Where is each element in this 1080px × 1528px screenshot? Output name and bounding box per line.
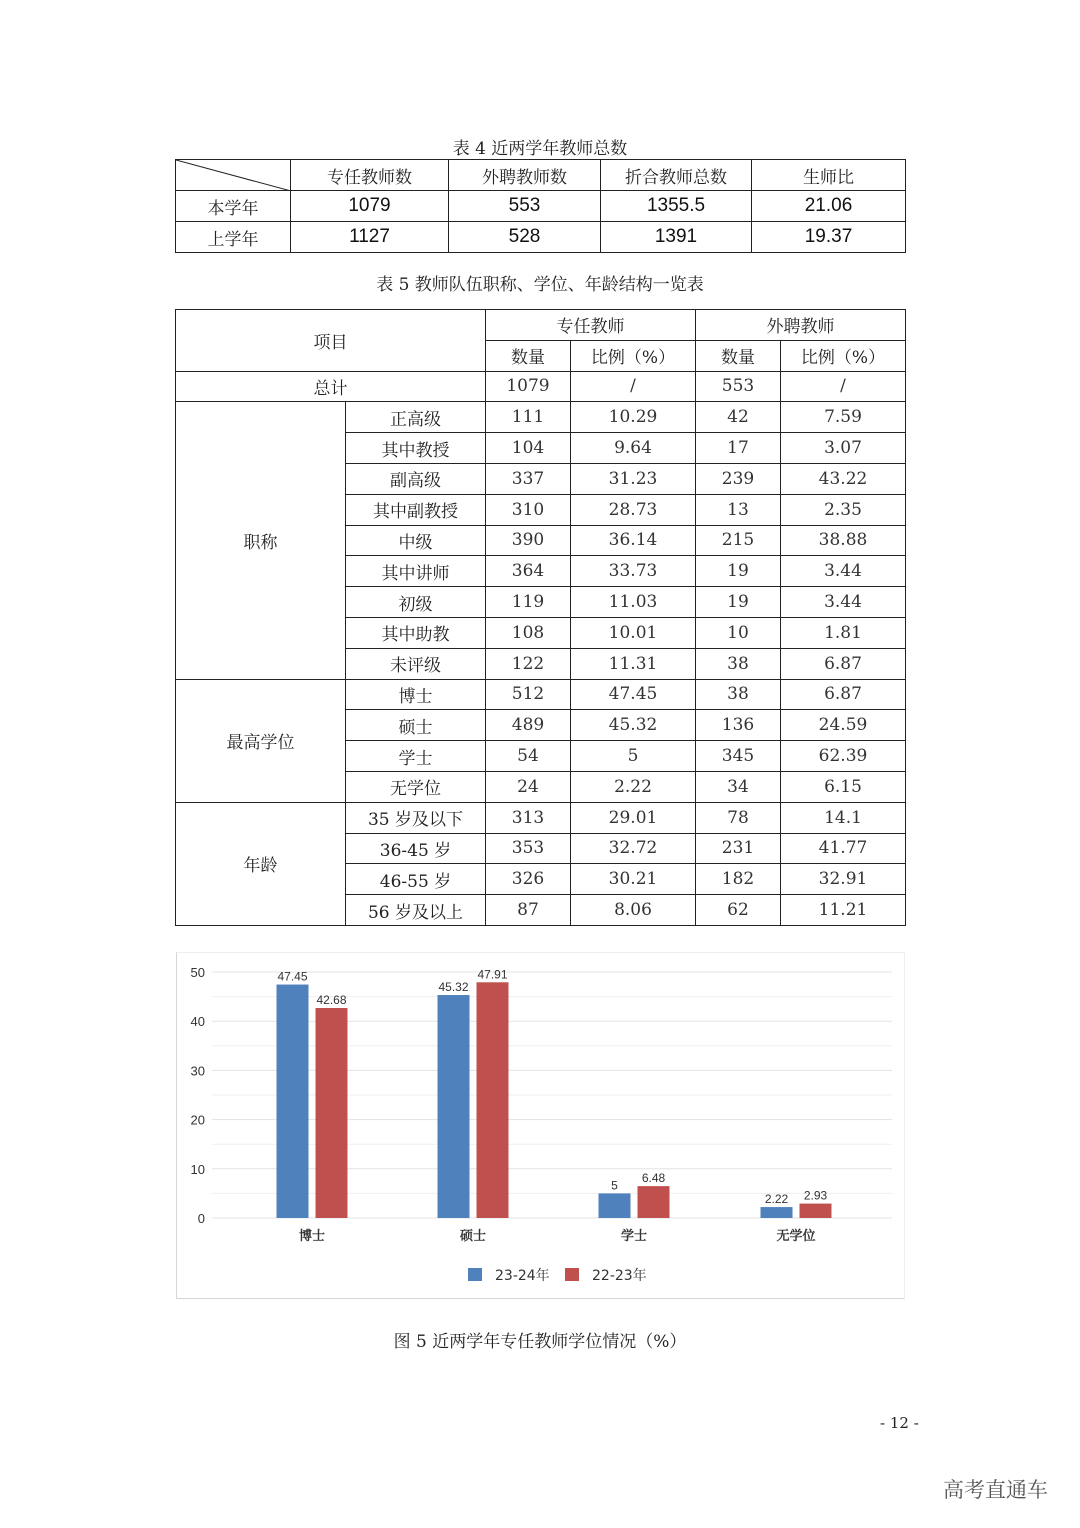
sub-header: 比例（%） — [571, 340, 696, 371]
row-label: 未评级 — [346, 648, 486, 679]
table4-caption: 表 4 近两学年教师总数 — [452, 139, 628, 159]
group-label: 最高学位 — [176, 679, 346, 802]
row-label: 硕士 — [346, 710, 486, 741]
row-label: 其中副教授 — [346, 494, 486, 525]
data-label: 47.45 — [277, 969, 308, 984]
row-label: 总计 — [176, 371, 486, 402]
cell: 1127 — [291, 222, 449, 253]
cell: 38.88 — [781, 525, 906, 556]
row-label: 正高级 — [346, 402, 486, 433]
cell: 24.59 — [781, 710, 906, 741]
row-label: 副高级 — [346, 463, 486, 494]
cell: 1355.5 — [601, 191, 752, 222]
data-label: 6.48 — [641, 1171, 666, 1186]
cell: 21.06 — [752, 191, 906, 222]
data-label: 2.93 — [803, 1188, 828, 1203]
cell: 553 — [449, 191, 601, 222]
cell: 10 — [696, 617, 781, 648]
cell: 6.15 — [781, 771, 906, 802]
cell: 13 — [696, 494, 781, 525]
cell: 54 — [486, 741, 571, 772]
cell: 553 — [696, 371, 781, 402]
y-tick-label: 50 — [190, 965, 205, 980]
y-tick-label: 20 — [190, 1112, 205, 1128]
data-label: 47.91 — [477, 967, 508, 982]
cell: 24 — [486, 771, 571, 802]
cell: 9.64 — [571, 433, 696, 464]
y-tick-label: 0 — [197, 1211, 205, 1226]
cell: 122 — [486, 648, 571, 679]
cell: 32.72 — [571, 833, 696, 864]
cell: 364 — [486, 556, 571, 587]
cell: 6.87 — [781, 648, 906, 679]
table-row — [176, 802, 906, 833]
bar-22-23 — [477, 982, 509, 1218]
cell: 19.37 — [752, 222, 906, 253]
cell: 62.39 — [781, 741, 906, 772]
cell: 34 — [696, 771, 781, 802]
cell: 28.73 — [571, 494, 696, 525]
cell: 43.22 — [781, 463, 906, 494]
diagonal-corner-cell — [176, 160, 291, 191]
row-label: 其中讲师 — [346, 556, 486, 587]
x-tick-label: 硕士 — [459, 1229, 487, 1244]
cell: 38 — [696, 648, 781, 679]
cell: 313 — [486, 802, 571, 833]
row-label: 本学年 — [176, 191, 291, 222]
cell: 36.14 — [571, 525, 696, 556]
row-label: 学士 — [346, 741, 486, 772]
cell: 78 — [696, 802, 781, 833]
bar-23-24 — [277, 985, 309, 1218]
row-label: 46-55 岁 — [346, 864, 486, 895]
cell: 29.01 — [571, 802, 696, 833]
row-label: 博士 — [346, 679, 486, 710]
cell: 1079 — [291, 191, 449, 222]
total-row — [176, 371, 906, 402]
group-label: 年龄 — [176, 802, 346, 925]
cell: 489 — [486, 710, 571, 741]
row-label: 其中教授 — [346, 433, 486, 464]
cell: 215 — [696, 525, 781, 556]
y-tick-label: 30 — [190, 1063, 205, 1079]
bar-22-23 — [800, 1204, 832, 1218]
bar-23-24 — [438, 995, 470, 1218]
cell: 337 — [486, 463, 571, 494]
cell: 11.31 — [571, 648, 696, 679]
group-label: 职称 — [176, 402, 346, 679]
cell: 17 — [696, 433, 781, 464]
cell: 11.03 — [571, 587, 696, 618]
bar-23-24 — [599, 1193, 631, 1218]
cell: 2.22 — [571, 771, 696, 802]
row-label: 初级 — [346, 587, 486, 618]
cell: 104 — [486, 433, 571, 464]
cell: 45.32 — [571, 710, 696, 741]
x-tick-label: 学士 — [620, 1229, 648, 1244]
data-label: 2.22 — [764, 1192, 789, 1207]
row-label: 36-45 岁 — [346, 833, 486, 864]
group-header: 专任教师 — [486, 310, 696, 341]
figure-caption: 图 5 近两学年专任教师学位情况（%） — [393, 1332, 687, 1352]
bar-chart-svg — [177, 953, 904, 1298]
sub-header: 数量 — [696, 340, 781, 371]
table-row — [176, 679, 906, 710]
teacher-structure-table — [175, 309, 906, 926]
sub-header: 比例（%） — [781, 340, 906, 371]
cell: 1.81 — [781, 617, 906, 648]
cell: 182 — [696, 864, 781, 895]
legend-swatch — [565, 1268, 579, 1281]
cell: 32.91 — [781, 864, 906, 895]
cell: 3.44 — [781, 587, 906, 618]
column-header: 外聘教师数 — [449, 160, 601, 191]
item-header: 项目 — [176, 310, 486, 372]
cell: 8.06 — [571, 895, 696, 926]
cell: 108 — [486, 617, 571, 648]
cell: 2.35 — [781, 494, 906, 525]
data-label: 45.32 — [438, 980, 469, 995]
diagonal-line — [176, 160, 291, 191]
cell: 119 — [486, 587, 571, 618]
cell: 231 — [696, 833, 781, 864]
cell: 31.23 — [571, 463, 696, 494]
cell: 87 — [486, 895, 571, 926]
page-number: - 12 - — [880, 1414, 919, 1432]
cell: 3.07 — [781, 433, 906, 464]
x-tick-label: 博士 — [298, 1229, 326, 1244]
cell: 111 — [486, 402, 571, 433]
cell: 42 — [696, 402, 781, 433]
cell: 19 — [696, 556, 781, 587]
row-label: 中级 — [346, 525, 486, 556]
cell: 136 — [696, 710, 781, 741]
sub-header: 数量 — [486, 340, 571, 371]
cell: 512 — [486, 679, 571, 710]
degree-chart — [176, 952, 905, 1299]
cell: 239 — [696, 463, 781, 494]
table5-caption: 表 5 教师队伍职称、学位、年龄结构一览表 — [376, 275, 704, 295]
legend-label: 22-23年 — [592, 1268, 647, 1284]
cell: 3.44 — [781, 556, 906, 587]
cell: 10.01 — [571, 617, 696, 648]
cell: 310 — [486, 494, 571, 525]
cell: 345 — [696, 741, 781, 772]
cell: 38 — [696, 679, 781, 710]
data-label: 5 — [611, 1178, 618, 1193]
row-label: 上学年 — [176, 222, 291, 253]
legend-label: 23-24年 — [495, 1268, 550, 1284]
y-tick-label: 10 — [190, 1161, 205, 1177]
cell: 11.21 — [781, 895, 906, 926]
column-header: 折合教师总数 — [601, 160, 752, 191]
table-row — [176, 402, 906, 433]
cell: 10.29 — [571, 402, 696, 433]
group-header: 外聘教师 — [696, 310, 906, 341]
cell: 19 — [696, 587, 781, 618]
cell: 353 — [486, 833, 571, 864]
cell: 6.87 — [781, 679, 906, 710]
y-tick-label: 40 — [190, 1014, 205, 1030]
bar-22-23 — [638, 1186, 670, 1218]
row-label: 其中助教 — [346, 617, 486, 648]
column-header: 生师比 — [752, 160, 906, 191]
watermark: 高考直通车 — [943, 1478, 1048, 1502]
cell: 62 — [696, 895, 781, 926]
table-row — [176, 191, 906, 222]
table-row — [176, 222, 906, 253]
cell: 390 — [486, 525, 571, 556]
row-label: 无学位 — [346, 771, 486, 802]
teacher-total-table — [175, 159, 906, 253]
cell: 41.77 — [781, 833, 906, 864]
row-label: 35 岁及以下 — [346, 802, 486, 833]
cell: 1079 — [486, 371, 571, 402]
cell: 528 — [449, 222, 601, 253]
bar-23-24 — [761, 1207, 793, 1218]
legend-swatch — [468, 1268, 482, 1281]
cell: / — [571, 371, 696, 402]
cell: 326 — [486, 864, 571, 895]
cell: 30.21 — [571, 864, 696, 895]
cell: 1391 — [601, 222, 752, 253]
row-label: 56 岁及以上 — [346, 895, 486, 926]
column-header: 专任教师数 — [291, 160, 449, 191]
data-label: 42.68 — [316, 993, 347, 1008]
cell: 33.73 — [571, 556, 696, 587]
cell: 47.45 — [571, 679, 696, 710]
cell: 14.1 — [781, 802, 906, 833]
cell: / — [781, 371, 906, 402]
cell: 5 — [571, 741, 696, 772]
cell: 7.59 — [781, 402, 906, 433]
x-tick-label: 无学位 — [776, 1229, 816, 1244]
bar-22-23 — [316, 1008, 348, 1218]
